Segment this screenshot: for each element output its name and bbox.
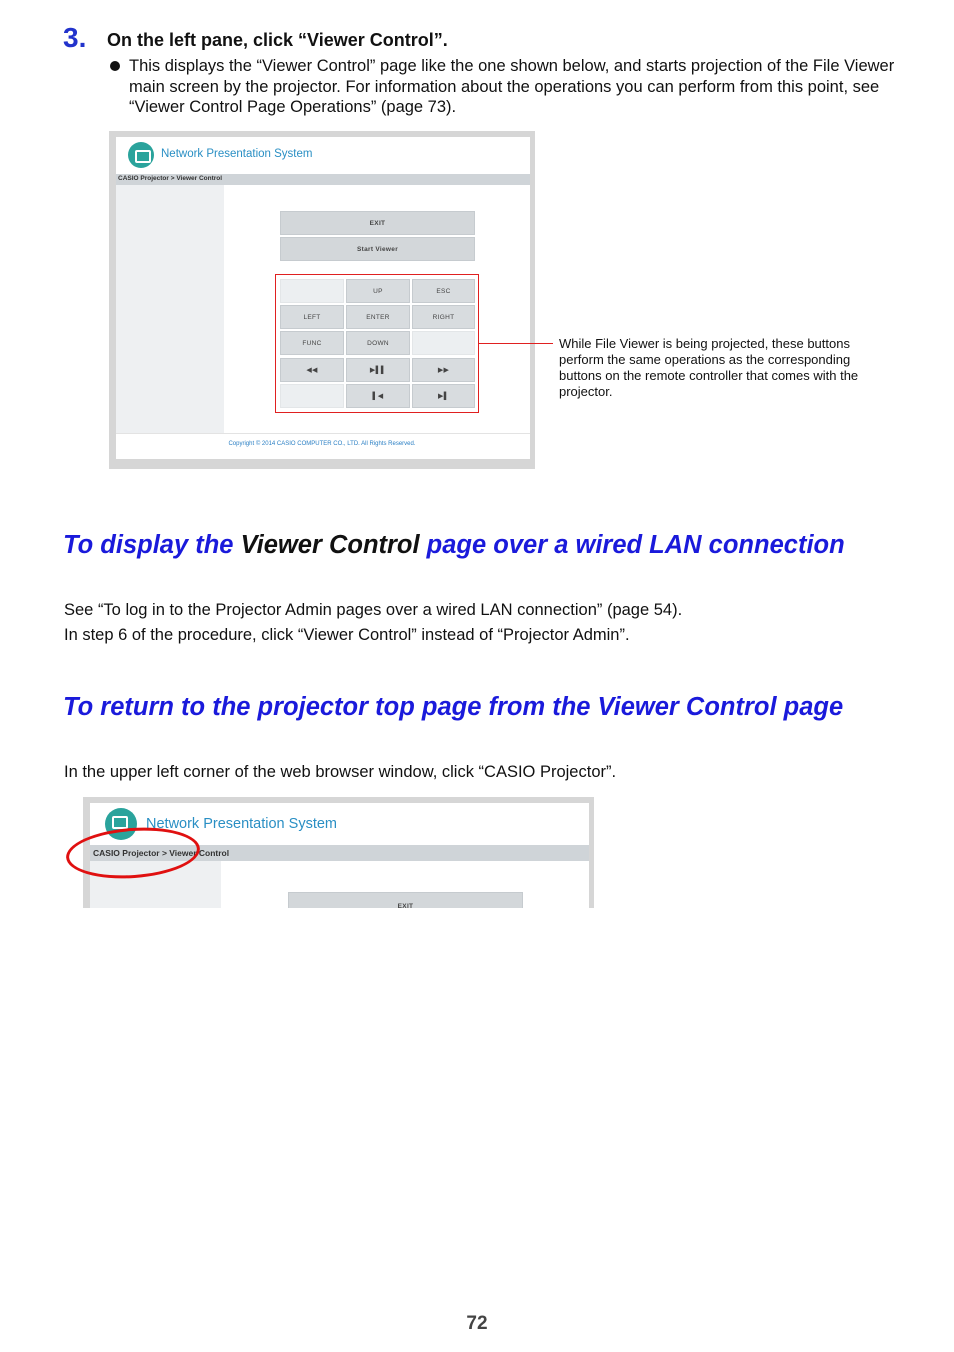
esc-button[interactable]: ESC — [412, 279, 475, 303]
section-heading-return-top: To return to the projector top page from the Viewer Control page — [63, 693, 844, 721]
down-button[interactable]: DOWN — [346, 331, 410, 355]
play-pause-icon[interactable]: ▶▌▌ — [346, 358, 410, 382]
step-number: 3. — [63, 22, 87, 53]
bullet-dot — [110, 61, 120, 71]
copyright-text: Copyright © 2014 CASIO COMPUTER CO., LTD. All Rights Reserved. — [228, 441, 416, 447]
heading-part: Viewer Control — [240, 531, 420, 559]
page-number: 72 — [466, 1313, 488, 1334]
heading-part: To display the — [63, 531, 241, 559]
highlight-box — [275, 274, 479, 413]
callout-leader-line — [479, 343, 553, 344]
step-instruction: On the left pane, click “Viewer Control”. — [107, 30, 448, 50]
start-viewer-button[interactable]: Start Viewer — [280, 237, 475, 261]
exit-button[interactable]: EXIT — [288, 892, 523, 908]
heading-part: page over a wired LAN connection — [419, 531, 845, 559]
paragraph: In step 6 of the procedure, click “Viewer Control” instead of “Projector Admin”. — [64, 626, 630, 644]
rewind-icon[interactable]: ◀◀ — [280, 358, 344, 382]
enter-button[interactable]: ENTER — [346, 305, 410, 329]
left-pane — [116, 185, 224, 433]
paragraph: In the upper left corner of the web browser window, click “CASIO Projector”. — [64, 763, 617, 781]
breadcrumb[interactable]: CASIO Projector > Viewer Control — [118, 175, 223, 182]
left-button[interactable]: LEFT — [280, 305, 344, 329]
skip-previous-icon[interactable]: ▌◀ — [346, 384, 410, 408]
app-title: Network Presentation System — [146, 816, 337, 832]
skip-next-icon[interactable]: ▶▌ — [412, 384, 475, 408]
fast-forward-icon[interactable]: ▶▶ — [412, 358, 475, 382]
step-bullet-text: This displays the “Viewer Control” page like the one shown below, and starts projection of the File Viewer main screen by the projector. For information about the operations you can perform from this point, see “Viewer Control Page Operations” (page 73). — [129, 57, 895, 116]
paragraph: See “To log in to the Projector Admin pages over a wired LAN connection” (page 54). — [64, 601, 683, 619]
app-logo-icon — [128, 142, 154, 168]
func-button[interactable]: FUNC — [280, 331, 344, 355]
section-heading-wired-lan — [63, 529, 863, 561]
callout-note: While File Viewer is being projected, these buttons perform the same operations as the corresponding buttons on the remote controller that comes with the projector. — [559, 336, 859, 399]
up-button[interactable]: UP — [346, 279, 410, 303]
right-button[interactable]: RIGHT — [412, 305, 475, 329]
exit-button[interactable]: EXIT — [280, 211, 475, 235]
breadcrumb[interactable]: CASIO Projector > Viewer Control — [93, 848, 230, 858]
footer-divider — [116, 433, 530, 434]
app-title: Network Presentation System — [161, 148, 313, 160]
